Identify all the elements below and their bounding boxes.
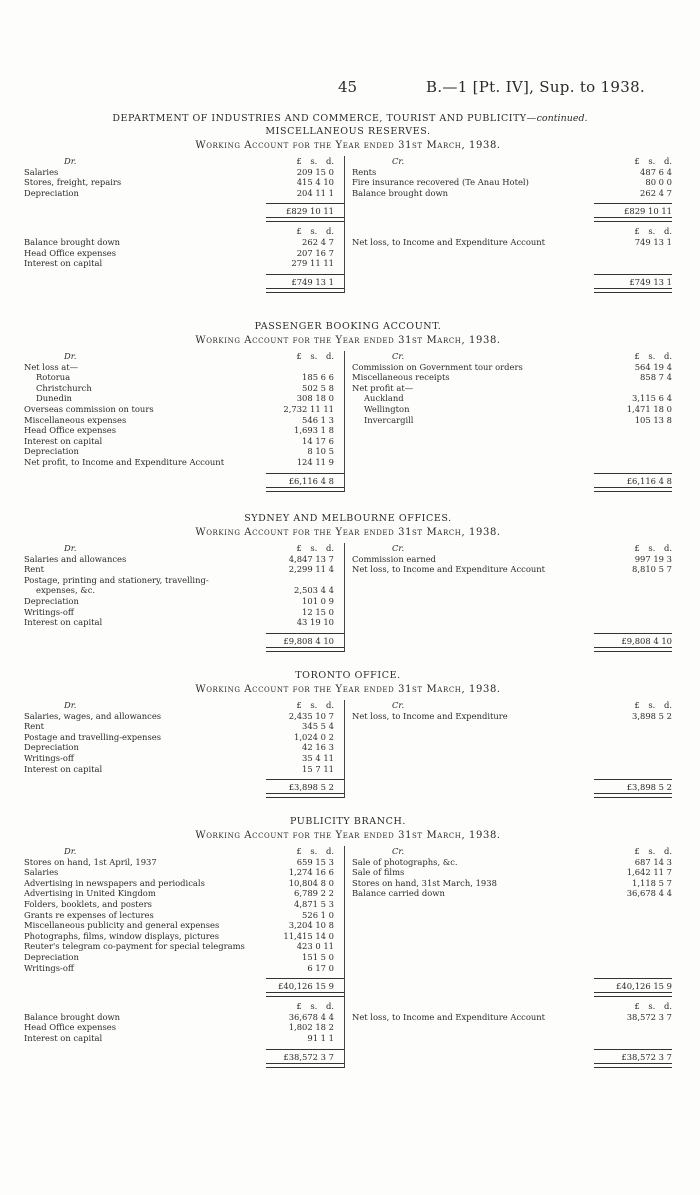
column-header-row [24,351,344,361]
lsd-header: £ s. d. [296,700,334,710]
line-amount: 1,471 18 0 [626,404,672,414]
department-title: DEPARTMENT OF INDUSTRIES AND COMMERCE, TOURIST AND PUBLICITY— [112,113,537,124]
account-line [352,383,672,393]
line-label: Rent [24,721,45,732]
line-label: Rent [24,564,45,575]
account-line [24,585,344,595]
total-rule [594,779,672,780]
account-line [24,899,344,909]
total-debit: £749 13 1 [291,276,334,287]
line-label: Overseas commission on tours [24,404,154,414]
line-label: Advertising in United Kingdom [24,888,156,899]
line-amount: 659 15 3 [296,856,334,867]
column-header-row [352,226,672,236]
line-label: Rents [352,166,377,177]
line-amount: 262 4 7 [302,237,334,247]
lsd-header: £ s. d. [634,543,672,553]
line-amount: 10,804 8 0 [288,877,334,888]
account-line [24,910,344,920]
line-label: Reuter's telegram co-payment for special telegrams [24,941,245,952]
line-label: Miscellaneous receipts [352,372,450,383]
total-debit: £38,572 3 7 [283,1051,334,1062]
working-account-title: Working Account for the Year ended 31st March, 1938. [195,335,501,346]
page-header [0,78,700,102]
account-line [24,248,344,258]
line-amount: 151 5 0 [302,952,334,962]
account-line [352,177,672,187]
account-line [24,878,344,888]
line-amount: 1,642 11 7 [626,867,672,878]
total-double-rule [266,217,344,222]
line-amount: 749 13 1 [634,237,672,247]
account-table [24,543,672,652]
line-amount: 35 4 11 [302,753,334,763]
line-label: Net loss, to Income and Expenditure Account [352,1011,546,1022]
total-credit: £3,898 5 2 [626,782,672,793]
lsd-header: £ s. d. [296,1001,334,1012]
line-label: Salaries [24,867,59,878]
total-rule [266,978,344,979]
line-label: Salaries, wages, and allowances [24,710,162,721]
total-rule [266,274,344,275]
account-line [24,607,344,617]
line-label: Depreciation [24,596,79,606]
section-title: SYDNEY AND MELBOURNE OFFICES. [244,513,452,524]
section-title: PASSENGER BOOKING ACCOUNT. [254,321,442,332]
account-line [24,888,344,898]
account-line [24,721,344,731]
section-title: PUBLICITY BRANCH. [289,816,406,827]
total-rule [594,473,672,474]
column-header-row [24,156,344,166]
line-label: Depreciation [24,952,79,962]
account-line [24,393,344,403]
account-line [352,188,672,198]
account-line [352,711,672,721]
account-line [352,867,672,877]
account-line [352,1012,672,1022]
section-title: TORONTO OFFICE. [295,670,401,681]
column-divider [344,846,345,1068]
total-credit: £6,116 4 8 [626,475,672,486]
total-credit: £40,126 15 9 [616,981,672,992]
account-line [24,857,344,867]
column-header-row [24,543,344,553]
line-amount: 185 6 6 [302,372,334,383]
line-label: Interest on capital [24,617,103,628]
line-amount: 6,789 2 2 [294,888,334,899]
total-double-rule [266,793,344,798]
line-label: Net loss, to Income and Expenditure Account [352,564,546,575]
account-table [24,700,672,798]
line-label: expenses, &c. [36,585,96,596]
total-double-rule [266,647,344,652]
line-label: Fire insurance recovered (Te Anau Hotel) [352,177,529,188]
total-debit: £3,898 5 2 [288,782,334,793]
line-label: Commission earned [352,553,437,564]
column-divider [344,700,345,798]
column-divider [344,351,345,492]
account-line [24,167,344,177]
line-amount: 15 7 11 [302,763,334,774]
total-debit: £6,116 4 8 [288,475,334,486]
line-label: Depreciation [24,742,79,753]
total-rule [266,473,344,474]
account-section [24,671,672,798]
line-amount: 6 17 0 [307,962,334,973]
total-rule [594,633,672,634]
account-line [24,575,344,585]
line-label: Rotorua [36,372,71,383]
line-amount: 1,693 1 8 [294,425,334,436]
line-label: Depreciation [24,187,79,198]
line-label: Sale of photographs, &c. [352,856,458,867]
account-table [24,846,672,1068]
line-amount: 124 11 9 [296,457,334,467]
line-label: Postage and travelling-expenses [24,731,161,742]
line-amount: 423 0 11 [296,941,334,952]
account-line [24,867,344,877]
line-label: Salaries and allowances [24,553,127,564]
line-label: Writings-off [24,962,74,973]
debit-label: Dr. [64,846,77,856]
line-amount: 1,274 16 6 [288,867,334,878]
total-credit: £9,808 4 10 [621,635,672,646]
line-amount: 2,732 11 11 [283,404,334,414]
account-line [24,564,344,574]
line-amount: 262 4 7 [640,187,672,198]
line-label: Net loss, to Income and Expenditure [352,710,508,721]
account-line [24,383,344,393]
account-table [24,156,672,293]
account-line [24,941,344,951]
line-amount: 36,678 4 4 [288,1011,334,1022]
line-amount: 209 15 0 [296,166,334,177]
lsd-header: £ s. d. [296,543,334,553]
column-header-row [352,700,672,710]
account-line [24,554,344,564]
working-account-title: Working Account for the Year ended 31st March, 1938. [195,140,501,151]
line-amount: 38,572 3 7 [626,1011,672,1022]
column-header-row [352,351,672,361]
column-header-row [352,1001,672,1011]
line-label: Invercargill [364,414,414,425]
line-amount: 3,898 5 2 [632,710,672,721]
column-header-row [24,700,344,710]
total-double-rule [266,1063,344,1068]
line-label: Net loss at— [24,361,79,372]
line-amount: 43 19 10 [296,617,334,628]
account-line [24,931,344,941]
total-rule [266,203,344,204]
line-amount: 502 5 8 [302,382,334,393]
total-double-rule [594,1063,672,1068]
line-label: Writings-off [24,753,74,763]
column-header-row [24,226,344,236]
line-amount: 415 4 10 [296,177,334,188]
line-label: Interest on capital [24,435,103,446]
total-credit: £829 10 11 [624,206,672,217]
line-amount: 2,435 10 7 [288,710,334,721]
account-line [24,415,344,425]
line-label: Stores, freight, repairs [24,177,122,188]
line-amount: 487 6 4 [640,166,672,177]
account-line [24,711,344,721]
account-line [24,436,344,446]
line-amount: 526 1 0 [302,909,334,920]
line-amount: 564 19 4 [634,361,672,372]
line-label: Balance brought down [352,187,449,198]
total-double-rule [266,288,344,293]
line-amount: 8 10 5 [307,446,334,457]
total-debit: £829 10 11 [286,206,334,217]
account-line [24,753,344,763]
lsd-header: £ s. d. [296,156,334,166]
column-header-row [24,1001,344,1011]
line-label: Photographs, films, window displays, pictures [24,930,219,941]
account-line [24,237,344,247]
account-line [352,404,672,414]
account-table [24,351,672,492]
account-line [352,167,672,177]
line-amount: 14 17 6 [302,435,334,446]
line-label: Wellington [364,404,410,414]
line-label: Miscellaneous expenses [24,414,127,425]
line-amount: 4,871 5 3 [294,899,334,909]
section-title: MISCELLANEOUS RESERVES. [265,126,431,137]
line-amount: 207 16 7 [296,247,334,258]
line-label: Balance brought down [24,1011,121,1022]
debit-label: Dr. [64,351,77,361]
debit-label: Dr. [64,700,77,710]
account-line [352,564,672,574]
account-line [24,404,344,414]
credit-label: Cr. [392,700,405,710]
column-header-row [352,543,672,553]
line-amount: 345 5 4 [302,721,334,732]
line-amount: 105 13 8 [634,414,672,425]
line-label: Salaries [24,166,59,177]
lsd-header: £ s. d. [296,226,334,237]
line-amount: 308 18 0 [296,393,334,404]
account-line [24,457,344,467]
debit-label: Dr. [64,543,77,553]
account-section [24,322,672,492]
account-line [24,1012,344,1022]
total-rule [594,978,672,979]
total-rule [594,274,672,275]
account-line [24,1022,344,1032]
account-line [24,446,344,456]
line-label: Auckland [364,393,404,404]
lsd-header: £ s. d. [634,1001,672,1012]
lsd-header: £ s. d. [634,226,672,237]
account-line [352,415,672,425]
page-number: 45 [338,78,358,96]
debit-label: Dr. [64,156,77,166]
lsd-header: £ s. d. [634,351,672,361]
line-amount: 42 16 3 [302,742,334,753]
account-line [24,177,344,187]
account-line [24,764,344,774]
line-amount: 2,503 4 4 [294,585,334,596]
line-label: Stores on hand, 31st March, 1938 [352,877,497,888]
line-amount: 80 0 0 [645,177,672,188]
line-label: Net profit, to Income and Expenditure Account [24,457,225,467]
account-line [24,372,344,382]
line-amount: 12 15 0 [302,606,334,617]
department-continued: continued. [536,113,588,124]
column-header-row [24,846,344,856]
account-line [24,1033,344,1043]
department-heading [0,113,700,124]
line-label: Grants re expenses of lectures [24,909,154,920]
account-line [24,362,344,372]
line-label: Writings-off [24,606,74,617]
column-header-row [352,156,672,166]
credit-label: Cr. [392,351,405,361]
credit-label: Cr. [392,846,405,856]
working-account-title: Working Account for the Year ended 31st March, 1938. [195,830,501,841]
total-rule [266,1049,344,1050]
line-amount: 279 11 11 [291,258,334,269]
line-label: Net profit at— [352,382,414,393]
line-amount: 997 19 3 [634,553,672,564]
account-line [24,258,344,268]
credit-label: Cr. [392,543,405,553]
line-amount: 2,299 11 4 [288,564,334,575]
line-label: Interest on capital [24,1033,103,1043]
total-double-rule [266,992,344,997]
line-label: Stores on hand, 1st April, 1937 [24,856,157,867]
lsd-header: £ s. d. [634,156,672,166]
line-label: Interest on capital [24,258,103,269]
line-label: Dunedin [36,393,72,404]
line-label: Christchurch [36,382,92,393]
line-label: Net loss, to Income and Expenditure Account [352,237,546,247]
total-double-rule [594,217,672,222]
account-line [24,596,344,606]
lsd-header: £ s. d. [634,846,672,856]
total-debit: £40,126 15 9 [278,981,334,992]
total-rule [266,779,344,780]
line-label: Advertising in newspapers and periodicals [24,877,205,888]
line-amount: 858 7 4 [640,372,672,383]
account-line [352,888,672,898]
line-amount: 91 1 1 [307,1033,334,1043]
lsd-header: £ s. d. [296,846,334,856]
account-line [24,963,344,973]
working-account-title: Working Account for the Year ended 31st March, 1938. [195,684,501,695]
account-section [24,817,672,1068]
account-line [24,732,344,742]
total-double-rule [594,992,672,997]
account-line [24,617,344,627]
document-reference: B.—1 [Pt. IV], Sup. to 1938. [426,78,646,96]
line-label: Folders, booklets, and posters [24,899,152,909]
account-line [352,857,672,867]
total-double-rule [594,647,672,652]
line-amount: 8,810 5 7 [632,564,672,575]
line-amount: 11,415 14 0 [283,930,334,941]
line-label: Head Office expenses [24,1022,117,1033]
line-amount: 3,204 10 8 [288,920,334,931]
line-label: Sale of films [352,867,405,878]
line-amount: 36,678 4 4 [626,888,672,899]
account-line [352,878,672,888]
line-label: Balance brought down [24,237,121,247]
line-label: Balance carried down [352,888,445,899]
line-amount: 204 11 1 [296,187,334,198]
line-label: Postage, printing and stationery, travelling- [24,574,209,585]
total-double-rule [266,487,344,492]
line-label: Interest on capital [24,763,103,774]
account-section [24,127,672,293]
line-amount: 3,115 6 4 [632,393,672,404]
account-line [24,742,344,752]
total-double-rule [594,487,672,492]
total-double-rule [594,793,672,798]
lsd-header: £ s. d. [634,700,672,710]
line-label: Head Office expenses [24,425,117,436]
account-line [352,362,672,372]
line-label: Head Office expenses [24,247,117,258]
lsd-header: £ s. d. [296,351,334,361]
account-line [24,425,344,435]
column-divider [344,156,345,293]
line-amount: 687 14 3 [634,856,672,867]
total-rule [594,1049,672,1050]
account-line [24,188,344,198]
working-account-title: Working Account for the Year ended 31st March, 1938. [195,527,501,538]
line-label: Miscellaneous publicity and general expenses [24,920,220,931]
total-rule [594,203,672,204]
account-line [24,952,344,962]
account-section [24,514,672,652]
line-amount: 1,802 18 2 [288,1022,334,1033]
column-divider [344,543,345,652]
total-credit: £38,572 3 7 [621,1051,672,1062]
total-double-rule [594,288,672,293]
line-amount: 101 0 9 [302,596,334,606]
account-line [352,393,672,403]
line-amount: 1,118 5 7 [632,877,672,888]
account-line [352,554,672,564]
credit-label: Cr. [392,156,405,166]
total-credit: £749 13 1 [629,276,672,287]
account-line [24,920,344,930]
account-line [352,237,672,247]
total-rule [266,633,344,634]
column-header-row [352,846,672,856]
line-label: Depreciation [24,446,79,457]
account-line [352,372,672,382]
total-debit: £9,808 4 10 [283,635,334,646]
line-label: Commission on Government tour orders [352,361,523,372]
line-amount: 1,024 0 2 [294,731,334,742]
line-amount: 4,847 13 7 [288,553,334,564]
line-amount: 546 1 3 [302,414,334,425]
